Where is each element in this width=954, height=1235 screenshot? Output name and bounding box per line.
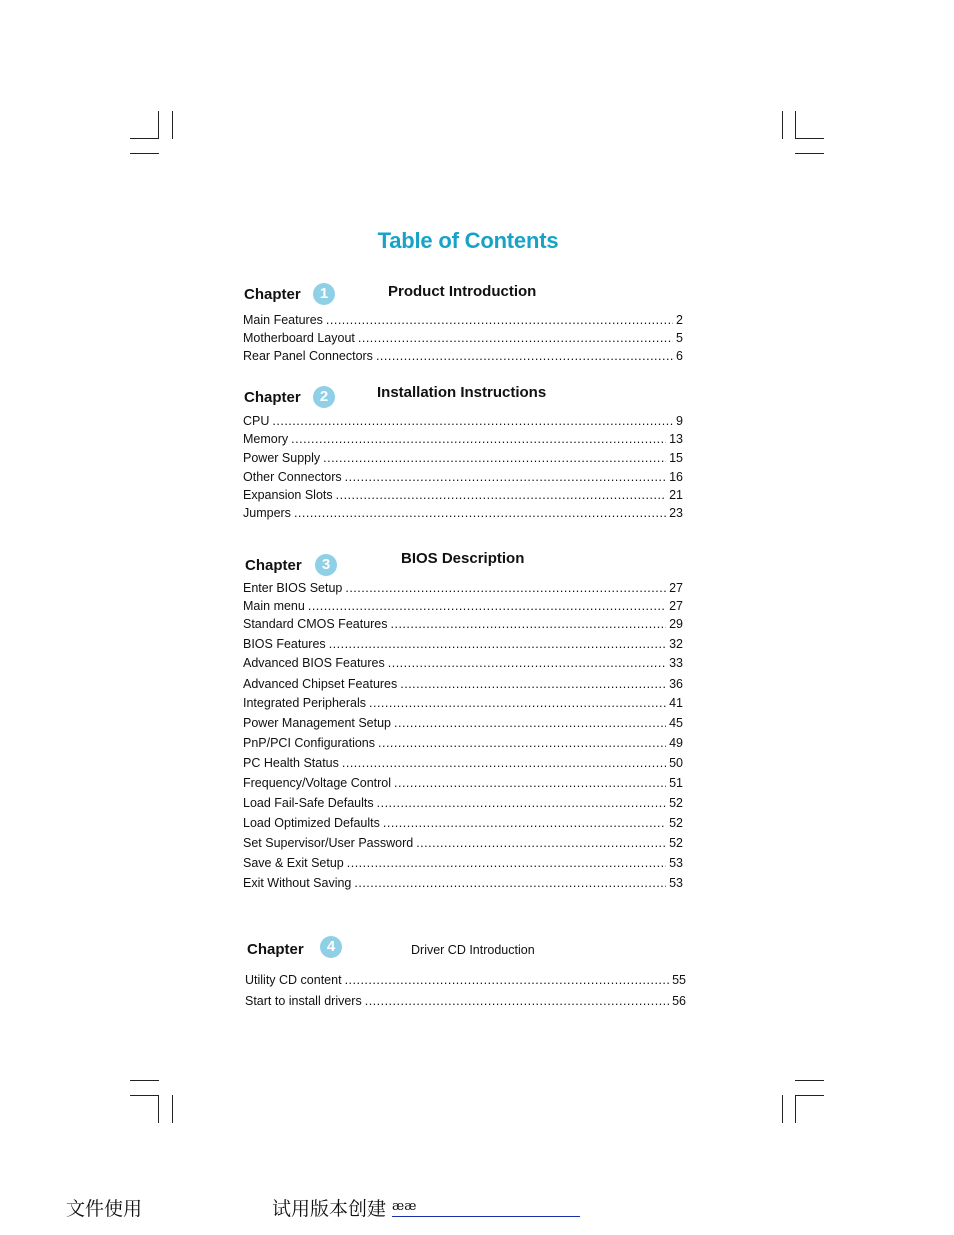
footer-watermark-right: 试用版本创建 [272,1198,387,1220]
toc-entry[interactable] [243,676,683,692]
toc-entry-label: PC Health Status [243,756,339,770]
dot-leader [394,715,666,731]
toc-entry-page: 13 [669,432,683,446]
chapter-1-header [0,282,954,312]
crop-mark [158,1095,159,1123]
toc-entry-page: 53 [669,856,683,870]
chapter-2-header [0,384,954,414]
footer-underline [392,1216,580,1217]
toc-entry-page: 55 [672,973,686,987]
dot-leader [383,815,666,831]
toc-entry[interactable] [243,815,683,831]
toc-entry-label: Enter BIOS Setup [243,581,343,595]
dot-leader [323,450,666,466]
toc-entry[interactable] [243,431,683,447]
toc-entry[interactable] [243,505,683,521]
crop-mark [795,1095,796,1123]
crop-mark [130,153,159,154]
chapter-label: Chapter [244,389,301,406]
toc-entry-page: 21 [669,488,683,502]
chapter-number-badge: 4 [320,936,342,958]
toc-entry-label: Set Supervisor/User Password [243,836,414,850]
toc-entry-label: Jumpers [243,506,291,520]
toc-entry[interactable] [243,715,683,731]
dot-leader [365,993,669,1009]
toc-entry-page: 36 [669,677,683,691]
toc-entry-label: BIOS Features [243,637,326,651]
toc-entry-label: Load Fail-Safe Defaults [243,796,374,810]
toc-entry-page: 2 [676,313,683,327]
toc-entry[interactable] [243,616,683,632]
toc-entry-label: Power Supply [243,451,321,465]
toc-entry[interactable] [243,755,683,771]
chapter-label: Chapter [244,286,301,303]
dot-leader [326,312,673,328]
toc-entry-label: Advanced Chipset Features [243,677,398,691]
toc-entry[interactable] [243,855,683,871]
dot-leader [345,469,666,485]
toc-entry-label: Exit Without Saving [243,876,352,890]
toc-entry-page: 53 [669,876,683,890]
toc-entry[interactable] [243,735,683,751]
toc-entry-page: 32 [669,637,683,651]
footer-link-text[interactable]: ææ [392,1199,417,1214]
chapter-4-header [0,936,954,966]
toc-entry[interactable] [245,993,686,1009]
toc-entry[interactable] [243,835,683,851]
crop-mark [130,1080,159,1081]
toc-entry-label: Rear Panel Connectors [243,349,373,363]
toc-entry-label: Advanced BIOS Features [243,656,385,670]
chapter-title: Installation Instructions [377,384,547,401]
toc-entry-page: 52 [669,836,683,850]
toc-entry-page: 5 [676,331,683,345]
toc-entry-page: 56 [672,994,686,1008]
toc-entry-page: 51 [669,776,683,790]
toc-entry-page: 27 [669,581,683,595]
dot-leader [291,431,666,447]
footer-watermark-left: 文件使用 [66,1198,143,1220]
toc-entry-label: Main menu [243,599,305,613]
toc-entry[interactable] [243,450,683,466]
chapter-title: BIOS Description [401,550,525,567]
chapter-title: Driver CD Introduction [411,943,535,957]
crop-mark [795,153,824,154]
toc-entry[interactable] [243,598,683,614]
dot-leader [336,487,666,503]
crop-mark [158,111,159,139]
toc-entry-page: 45 [669,716,683,730]
toc-entry-label: Memory [243,432,289,446]
toc-entry[interactable] [243,636,683,652]
dot-leader [354,875,666,891]
toc-entry-page: 52 [669,816,683,830]
dot-leader [347,855,666,871]
crop-mark [782,111,783,139]
toc-entry-label: Utility CD content [245,973,342,987]
toc-entry-label: Load Optimized Defaults [243,816,380,830]
dot-leader [345,972,670,988]
chapter-title: Product Introduction [388,283,537,300]
toc-entry-label: Frequency/Voltage Control [243,776,392,790]
toc-entry[interactable] [243,795,683,811]
crop-mark [795,1095,824,1096]
chapter-number-badge: 2 [313,386,335,408]
toc-entry-label: PnP/PCI Configurations [243,736,376,750]
toc-entry[interactable] [243,655,683,671]
crop-mark [172,1095,173,1123]
chapter-label: Chapter [247,941,304,958]
toc-entry[interactable] [243,695,683,711]
toc-entry-label: Integrated Peripherals [243,696,366,710]
toc-entry[interactable] [243,875,683,891]
toc-entry-page: 9 [676,414,683,428]
crop-mark [130,138,159,139]
toc-entry[interactable] [243,487,683,503]
toc-entry[interactable] [243,330,683,346]
toc-entry-label: CPU [243,414,270,428]
toc-entry-page: 41 [669,696,683,710]
toc-entry-label: Main Features [243,313,323,327]
dot-leader [369,695,666,711]
chapter-number-badge: 1 [313,283,335,305]
dot-leader [391,616,667,632]
toc-entry[interactable] [243,312,683,328]
dot-leader [394,775,666,791]
toc-entry-label: Start to install drivers [245,994,362,1008]
toc-entry[interactable] [243,580,683,596]
chapter-3-header [0,552,954,582]
toc-entry[interactable] [243,413,683,429]
toc-entry-page: 49 [669,736,683,750]
dot-leader [416,835,666,851]
toc-entry-page: 33 [669,656,683,670]
toc-entry-page: 27 [669,599,683,613]
crop-mark [795,138,824,139]
dot-leader [388,655,666,671]
toc-entry-page: 6 [676,349,683,363]
toc-entry-page: 23 [669,506,683,520]
toc-entry[interactable] [245,972,686,988]
dot-leader [376,348,673,364]
toc-entry[interactable] [243,775,683,791]
crop-mark [795,111,796,139]
dot-leader [308,598,666,614]
crop-mark [172,111,173,139]
chapter-label: Chapter [245,557,302,574]
dot-leader [378,735,666,751]
crop-mark [130,1095,159,1096]
crop-mark [782,1095,783,1123]
dot-leader [345,580,666,596]
toc-entry-label: Power Management Setup [243,716,392,730]
toc-entry-label: Motherboard Layout [243,331,355,345]
chapter-number-badge: 3 [315,554,337,576]
toc-entry-page: 29 [669,617,683,631]
toc-entry-label: Save & Exit Setup [243,856,344,870]
dot-leader [342,755,666,771]
toc-entry-page: 52 [669,796,683,810]
dot-leader [377,795,666,811]
toc-entry-page: 16 [669,470,683,484]
page-title: Table of Contents [377,228,559,253]
dot-leader [400,676,666,692]
toc-entry-label: Other Connectors [243,470,342,484]
toc-entry[interactable] [243,348,683,364]
toc-entry-page: 50 [669,756,683,770]
dot-leader [329,636,666,652]
crop-mark [795,1080,824,1081]
toc-entry-page: 15 [669,451,683,465]
toc-entry[interactable] [243,469,683,485]
dot-leader [272,413,673,429]
dot-leader [294,505,666,521]
toc-entry-label: Expansion Slots [243,488,333,502]
toc-entry-label: Standard CMOS Features [243,617,388,631]
dot-leader [358,330,673,346]
